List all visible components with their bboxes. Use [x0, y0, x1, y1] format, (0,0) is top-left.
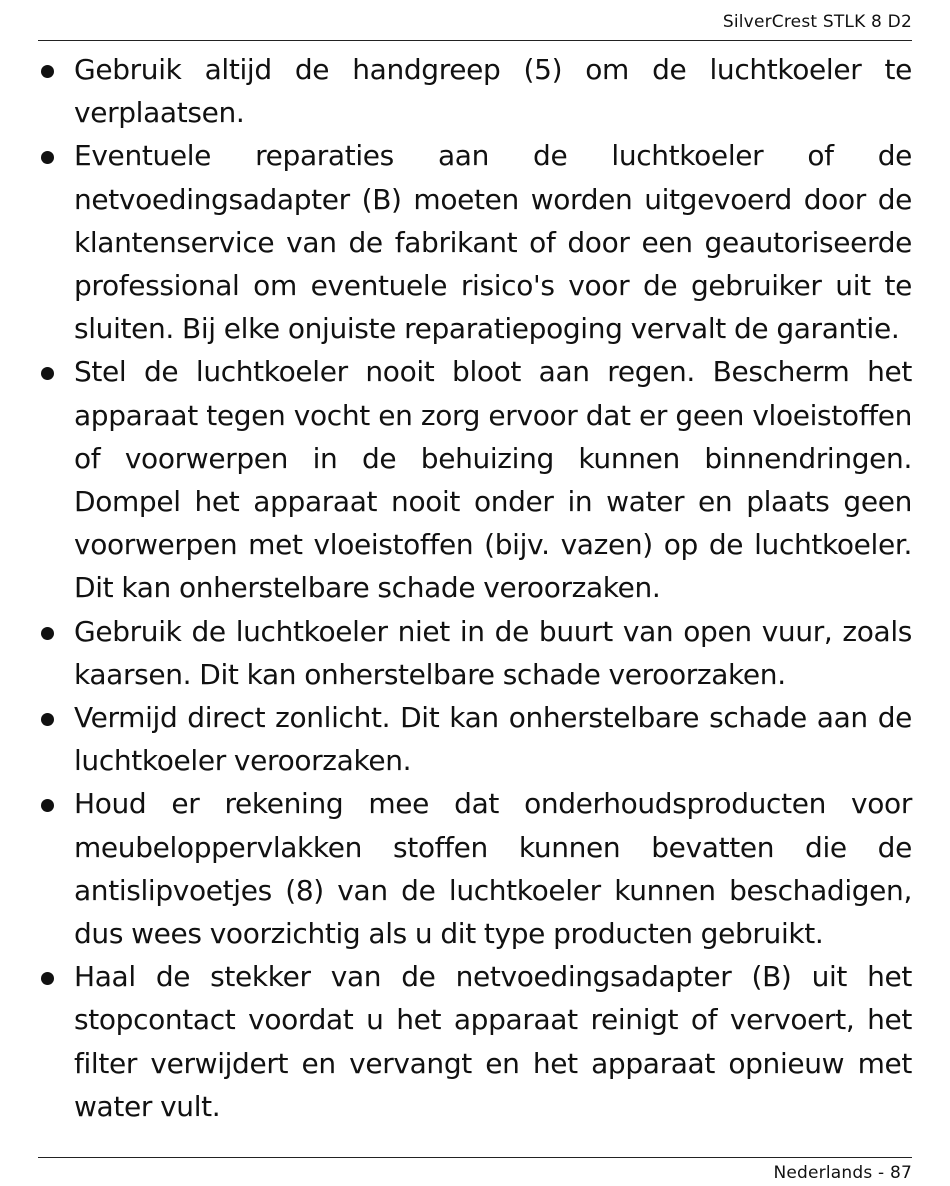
bullet-item [38, 782, 912, 955]
bullet-text: Vermijd direct zonlicht. Dit kan onherstelbare schade aan de luchtkoeler veroorzaken. [74, 701, 912, 778]
bullet-text: Haal de stekker van de netvoedingsadapter (B) uit het stopcontact voordat u het apparaat reinigt of vervoert, het filter verwijdert en vervangt en het apparaat opnieuw met water vult. [74, 960, 912, 1123]
bullet-text: Houd er rekening mee dat onderhoudsproducten voor meubeloppervlakken stoffen kunnen bevatten die de antislipvoetjes (8) van de luchtkoeler kunnen beschadigen, dus wees voorzichtig als u dit type producten gebruikt. [74, 787, 912, 951]
bullet-item [38, 134, 912, 350]
bullet-icon [41, 799, 54, 812]
bullet-icon [41, 713, 54, 726]
bullet-text: Gebruik altijd de handgreep (5) om de luchtkoeler te verplaatsen. [74, 53, 912, 130]
page-number: Nederlands - 87 [773, 1163, 912, 1183]
bullet-icon [41, 151, 54, 164]
safety-bullet-list [38, 48, 912, 1128]
bullet-item [38, 696, 912, 782]
bullet-text: Eventuele reparaties aan de luchtkoeler of de netvoedingsadapter (B) moeten worden uitgevoerd door de klantenservice van de fabrikant of door een geautoriseerde professional om eventuele risico's voor de gebruiker uit te sluiten. Bij elke onjuiste reparatiepoging vervalt de garantie. [74, 139, 912, 346]
bullet-icon [41, 972, 54, 985]
bullet-item [38, 48, 912, 134]
bullet-item [38, 610, 912, 696]
bullet-item [38, 350, 912, 609]
header-model-name: SilverCrest STLK 8 D2 [722, 12, 912, 32]
page-footer [38, 1157, 912, 1186]
page-header [38, 8, 912, 41]
bullet-item [38, 955, 912, 1128]
bullet-icon [41, 627, 54, 640]
bullet-icon [41, 65, 54, 78]
bullet-icon [41, 367, 54, 380]
page-content [38, 48, 912, 1128]
bullet-text: Stel de luchtkoeler nooit bloot aan regen. Bescherm het apparaat tegen vocht en zorg ervoor dat er geen vloeistoffen of voorwerpen in de behuizing kunnen binnendringen. Dompel het apparaat nooit onder in water en plaats geen voorwerpen met vloeistoffen (bijv. vazen) op de luchtkoeler. Dit kan onherstelbare schade veroorzaken. [74, 355, 912, 605]
bullet-text: Gebruik de luchtkoeler niet in de buurt van open vuur, zoals kaarsen. Dit kan onherstelbare schade veroorzaken. [74, 614, 912, 691]
